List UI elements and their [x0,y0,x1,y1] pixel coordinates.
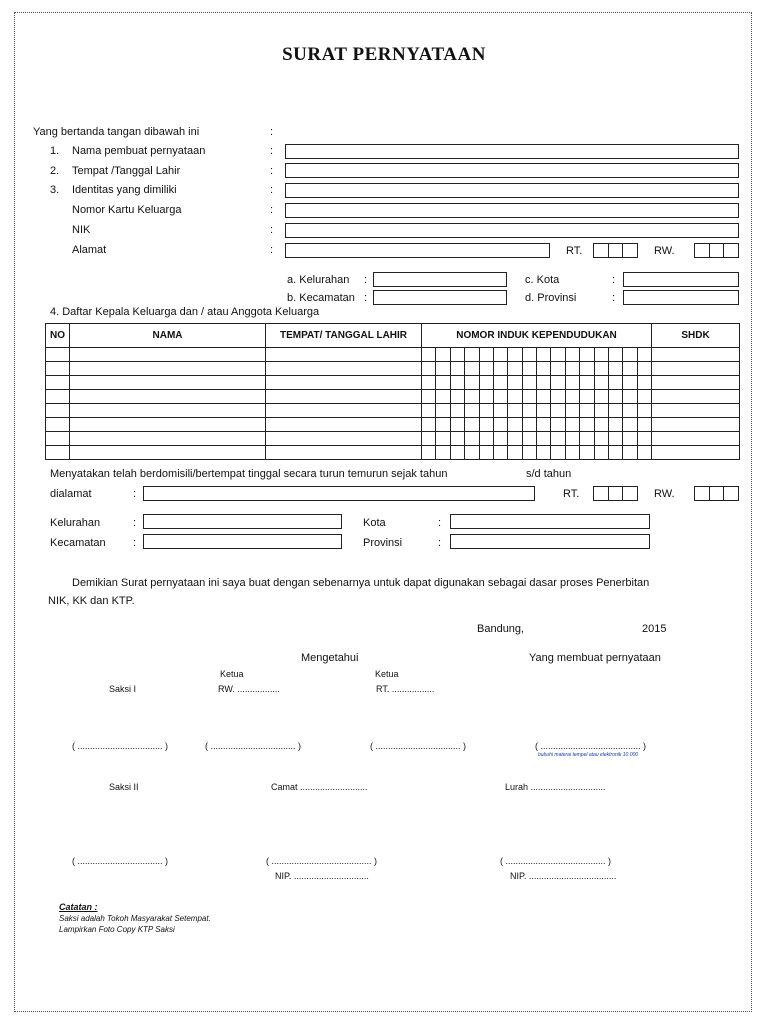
table-cell[interactable] [652,432,740,446]
rt-label: RT. [563,488,580,500]
table-cell[interactable] [70,376,266,390]
nik-input[interactable] [285,223,739,238]
rw-input[interactable] [694,243,739,258]
field-label: Tempat /Tanggal Lahir [72,165,181,177]
nip-lurah: NIP. ................................... [510,871,617,881]
saksi-1-label: Saksi I [109,684,137,694]
table-cell[interactable] [422,446,652,460]
table-cell[interactable] [266,432,422,446]
colon: : [133,517,137,529]
lurah-label: Lurah .............................. [505,782,606,792]
nip-camat: NIP. .............................. [275,871,369,881]
table-cell[interactable] [266,362,422,376]
table-cell[interactable] [652,418,740,432]
no-kk-input[interactable] [285,203,739,218]
rt-signature-label: RT. ................. [376,684,435,694]
kota-label: c. Kota [525,274,560,286]
rw-input[interactable] [694,486,739,501]
table-cell[interactable] [46,446,70,460]
table-cell[interactable] [46,362,70,376]
table-cell[interactable] [652,446,740,460]
saksi-2-label: Saksi II [109,782,139,792]
pembuat-label: Yang membuat pernyataan [529,652,661,664]
nama-input[interactable] [285,144,739,159]
table-cell[interactable] [46,404,70,418]
provinsi-input[interactable] [450,534,650,549]
field-label: NIK [72,224,91,236]
kecamatan-input[interactable] [143,534,342,549]
notes-line-2: Lampirkan Foto Copy KTP Saksi [59,925,175,934]
year-label: 2015 [642,623,667,635]
colon: : [612,292,616,304]
table-cell[interactable] [266,446,422,460]
table-cell[interactable] [266,404,422,418]
table-cell[interactable] [266,418,422,432]
table-cell[interactable] [652,362,740,376]
colon: : [270,145,274,157]
rw-label: RW. [654,245,675,257]
colon: : [612,274,616,286]
table-cell[interactable] [266,390,422,404]
provinsi-input[interactable] [623,290,739,305]
table-cell[interactable] [422,418,652,432]
ketua-rw-label: Ketua [220,669,244,679]
colon: : [270,126,274,138]
provinsi-label: d. Provinsi [525,292,577,304]
colon: : [270,165,274,177]
nik-digit-boxes[interactable] [422,404,651,417]
ttl-input[interactable] [285,163,739,178]
table-cell[interactable] [422,348,652,362]
field-label: Identitas yang dimiliki [72,184,177,196]
residence-statement: Menyatakan telah berdomisili/bertempat tinggal secara turun temurun sejak tahun [50,468,448,480]
colon: : [364,274,368,286]
colon: : [270,224,274,236]
table-cell[interactable] [70,362,266,376]
camat-label: Camat ........................... [271,782,368,792]
field-label: Nama pembuat pernyataan [72,145,206,157]
table-row [46,432,740,446]
dialamat-label: dialamat [50,488,92,500]
column-header: SHDK [652,324,740,348]
nik-digit-boxes[interactable] [422,348,651,361]
camat-signature[interactable]: ( ........................................ ) [266,856,378,866]
table-cell[interactable] [70,432,266,446]
nik-digit-boxes[interactable] [422,418,651,431]
kelurahan-input[interactable] [373,272,507,287]
table-cell[interactable] [46,418,70,432]
notes-heading: Catatan : [59,902,98,912]
colon: : [270,204,274,216]
table-cell[interactable] [652,390,740,404]
identitas-input[interactable] [285,183,739,198]
table-row [46,446,740,460]
colon: : [438,517,442,529]
dialamat-input[interactable] [143,486,535,501]
table-cell[interactable] [266,376,422,390]
kecamatan-input[interactable] [373,290,507,305]
colon: : [133,537,137,549]
rt-input[interactable] [593,486,638,501]
nik-digit-boxes[interactable] [422,390,651,403]
table-cell[interactable] [46,432,70,446]
colon: : [133,488,137,500]
kota-input[interactable] [623,272,739,287]
ketua-rt-label: Ketua [375,669,399,679]
table-cell[interactable] [652,348,740,362]
table-cell[interactable] [70,418,266,432]
column-header: NAMA [70,324,266,348]
table-row [46,362,740,376]
kecamatan-label: Kecamatan [50,537,106,549]
field-label: Nomor Kartu Keluarga [72,204,182,216]
table-cell[interactable] [266,348,422,362]
table-row [46,348,740,362]
pembuat-signature[interactable]: ( ........................................ ) [535,741,647,751]
table-cell[interactable] [70,446,266,460]
table-cell[interactable] [46,390,70,404]
notes-line-1: Saksi adalah Tokoh Masyarakat Setempat. [59,914,211,923]
rt-input[interactable] [593,243,638,258]
family-heading: 4. Daftar Kepala Keluarga dan / atau Anggota Keluarga [50,306,320,318]
table-cell[interactable] [422,376,652,390]
family-table [45,323,740,460]
field-number: 1. [50,145,60,157]
rt-label: RT. [566,245,583,257]
sd-tahun-label: s/d tahun [526,468,572,480]
table-cell[interactable] [422,404,652,418]
kelurahan-label: a. Kelurahan [287,274,350,286]
saksi-2-signature[interactable]: ( .................................. ) [72,856,169,866]
kota-label: Kota [363,517,386,529]
intro-text: Yang bertanda tangan dibawah ini [33,126,200,138]
colon: : [364,292,368,304]
table-cell[interactable] [46,376,70,390]
kelurahan-label: Kelurahan [50,517,101,529]
table-cell[interactable] [652,404,740,418]
provinsi-label: Provinsi [363,537,403,549]
table-cell[interactable] [46,348,70,362]
kelurahan-input[interactable] [143,514,342,529]
field-label: Alamat [72,244,107,256]
column-header: NO [46,324,70,348]
table-cell[interactable] [422,362,652,376]
materai-note: bubuhi materai tempel atau elektronik 10.000 [538,752,639,758]
lurah-signature[interactable]: ( ........................................ ) [500,856,612,866]
place-label: Bandung, [477,623,525,635]
table-row [46,404,740,418]
table-cell[interactable] [70,404,266,418]
table-cell[interactable] [652,376,740,390]
alamat-input[interactable] [285,243,550,258]
table-row [46,390,740,404]
nik-digit-boxes[interactable] [422,362,651,375]
rw-label: RW. [654,488,675,500]
kecamatan-label: b. Kecamatan [287,292,355,304]
colon: : [270,244,274,256]
column-header: NOMOR INDUK KEPENDUDUKAN [422,324,652,348]
rw-signature[interactable]: ( .................................. ) [205,741,302,751]
field-number: 3. [50,184,60,196]
colon: : [438,537,442,549]
column-header: TEMPAT/ TANGGAL LAHIR [266,324,422,348]
nik-digit-boxes[interactable] [422,376,651,389]
table-cell[interactable] [422,390,652,404]
table-cell[interactable] [422,432,652,446]
table-row [46,418,740,432]
closing-line-1: Demikian Surat pernyataan ini saya buat dengan sebenarnya untuk dapat digunakan sebagai dasar proses Penerbitan [72,577,650,589]
mengetahui-label: Mengetahui [301,652,359,664]
kota-input[interactable] [450,514,650,529]
nik-digit-boxes[interactable] [422,446,651,459]
table-row [46,376,740,390]
closing-line-2: NIK, KK dan KTP. [48,595,135,607]
page-title: SURAT PERNYATAAN [282,44,486,65]
rw-signature-label: RW. ................. [218,684,280,694]
saksi-1-signature[interactable]: ( .................................. ) [72,741,169,751]
table-cell[interactable] [70,348,266,362]
table-cell[interactable] [70,390,266,404]
rt-signature[interactable]: ( .................................. ) [370,741,467,751]
colon: : [270,184,274,196]
nik-digit-boxes[interactable] [422,432,651,445]
field-number: 2. [50,165,60,177]
